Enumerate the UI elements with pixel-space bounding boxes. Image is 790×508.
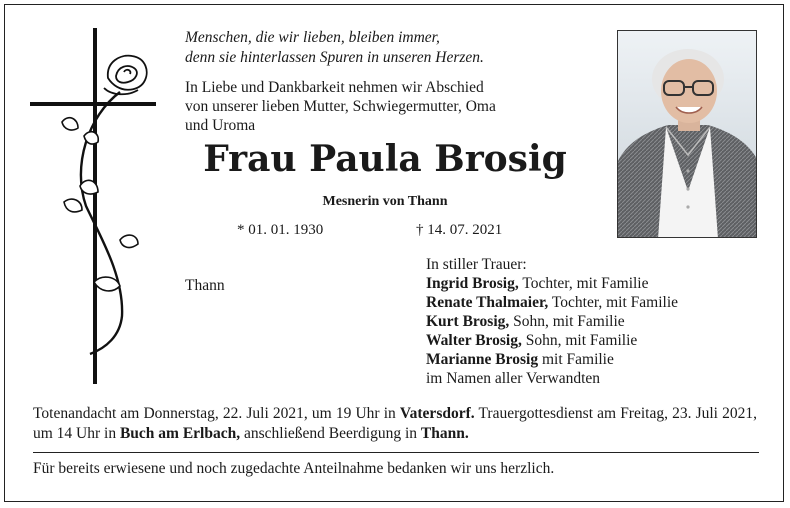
mourner-entry	[426, 350, 766, 369]
intro-text	[185, 78, 600, 135]
service-place: Vatersdorf.	[399, 405, 475, 422]
mourner-entry	[426, 274, 766, 293]
service-details	[33, 404, 757, 444]
mourner-name: Renate Thalmaier,	[426, 294, 549, 311]
mourner-name: Marianne Brosig	[426, 351, 539, 368]
thanks-text: Für bereits erwiesene und noch zugedachte Anteilnahme bedanken wir uns herzlich.	[33, 460, 555, 477]
deceased-role: Mesnerin von Thann	[322, 194, 448, 209]
service-place: Thann.	[420, 425, 469, 442]
mourners-heading: In stiller Trauer:	[426, 256, 527, 273]
intro-line: und Uroma	[185, 117, 256, 134]
mourner-entry	[426, 331, 766, 350]
intro-line: In Liebe und Dankbarkeit nehmen wir Abschied	[185, 79, 484, 96]
mourner-relation: Sohn, mit Familie	[521, 332, 638, 349]
portrait-photo	[617, 30, 757, 238]
divider	[33, 452, 759, 453]
service-text: anschließend Beerdigung in	[240, 425, 421, 442]
mourner-name: Walter Brosig,	[426, 332, 522, 349]
mourner-relation: Sohn, mit Familie	[509, 313, 625, 330]
deceased-name: Frau Paula Brosig	[203, 138, 567, 180]
mourner-name: Kurt Brosig,	[426, 313, 510, 330]
cross-with-rose-icon	[28, 26, 160, 388]
mourner-relation: mit Familie	[538, 351, 614, 368]
mourners-list	[426, 255, 766, 388]
mourner-name: Ingrid Brosig,	[426, 275, 519, 292]
quote-line: denn sie hinterlassen Spuren in unseren Herzen.	[185, 49, 484, 66]
service-place: Buch am Erlbach,	[119, 425, 241, 442]
memorial-quote	[185, 28, 595, 68]
birth-date: * 01. 01. 1930	[237, 222, 324, 238]
mourner-entry	[426, 293, 766, 312]
mourner-relation: Tochter, mit Familie	[518, 275, 649, 292]
mourner-relation: Tochter, mit Familie	[548, 294, 679, 311]
residence-place: Thann	[185, 277, 225, 294]
intro-line: von unserer lieben Mutter, Schwiegermutter, Oma	[185, 98, 496, 115]
mourner-entry	[426, 312, 766, 331]
death-date: † 14. 07. 2021	[416, 222, 503, 238]
mourners-footer: im Namen aller Verwandten	[426, 370, 601, 387]
service-text: Totenandacht am Donnerstag, 22. Juli 2021, um 19 Uhr in	[33, 405, 400, 422]
quote-line: Menschen, die wir lieben, bleiben immer,	[185, 29, 440, 46]
service-text: Trauergottesdienst am Freitag, 23. Juli 2021, um 14 Uhr in	[33, 405, 757, 442]
